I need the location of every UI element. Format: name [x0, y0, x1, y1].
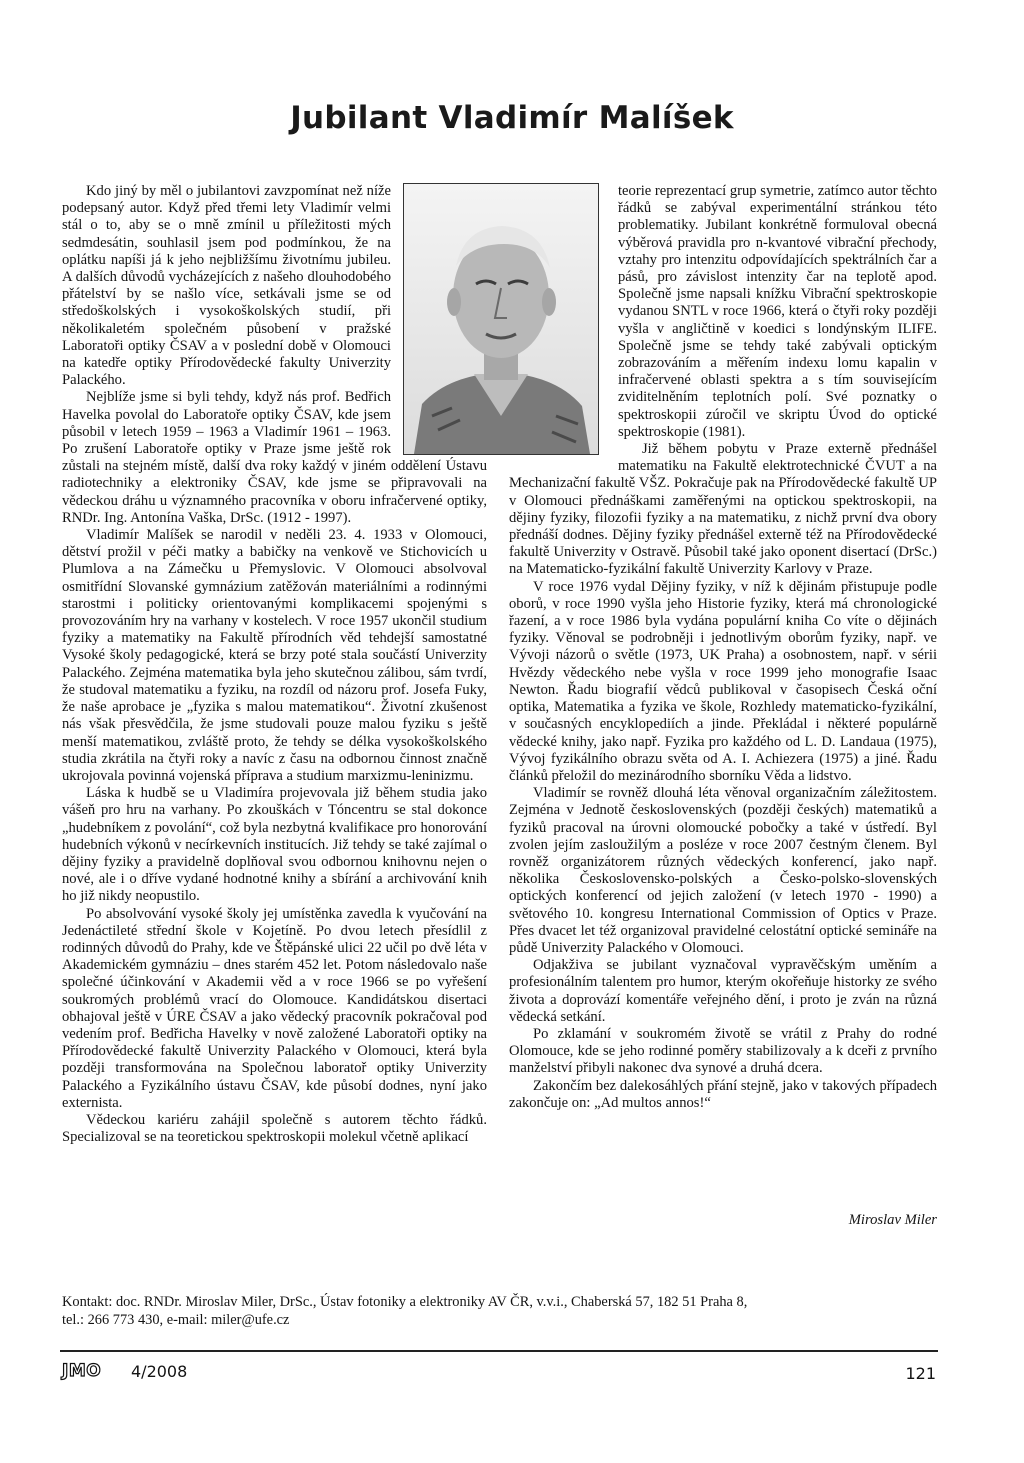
paragraph: Zakončím bez dalekosáhlých přání stejně, jako v takových případech zakončuje on: „Ad multos annos!“ — [509, 1077, 937, 1111]
paragraph: Nejblíže jsme si byli tehdy, když nás prof. Bedřich Havelka povolal do Laboratoře optiky ČSAV, kde jsem působil v letech 1959 – 1963 a Vladimír 1961 – 1963. Po zrušení Laboratoře optiky v Praze jsme ještě rok zůstali na stejném místě, další dva roky každý v jiném oddělení Ústavu radiotechniky a elektroniky ČSAV, kde jsme se připravovali na vědeckou dráhu u významného pracovníka v oboru infračervené optiky, RNDr. Ing. Antonína Vaška, DrSc. (1912 - 1997). — [62, 389, 487, 526]
paragraph: Láska k hudbě se u Vladimíra projevovala již během studia jako vášeň pro hru na varhany. Po zkouškách v Tóncentru se stal dokonce „hudebníkem z povolání“, což byla nezbytná kvalifikace pro honorování hudebních výkonů v necírkevních institucích. Již tehdy se také zajímal o dějiny fyziky a pravidelně doplňoval svou odbornou knihovnu nejen o nové, ale i o dříve vydané hodnotné knihy a sbírání a archivování knih ho již nikdy neopustilo. — [62, 785, 487, 905]
paragraph: Vladimír Malíšek se narodil v neděli 23. 4. 1933 v Olomouci, dětství prožil v péči matky a babičky na venkově ve Stichovicích u Plumlova a na Zámečku u Přemyslovic. V Olomouci absolvoval osmitřídní Slovanské gymnázium zatěžován materiálními a rodinnými starostmi i politicky orientovanými komplikacemi spojenými s provozováním hry na varhany v kostelech. V roce 1957 ukončil studium fyziky a matematiky na Fakultě přírodních věd tehdejší samostatné Vysoké školy pedagogické, která se brzy poté stala součástí Univerzity Palackého. Zejména matematika byla jeho skutečnou zálibou, sám tvrdí, že studoval matematiku a fyziku, na rozdíl od názoru prof. Josefa Fuky, že naše aprobace je „fyzika s malou matematikou“. Životní zkušenost nás však přesvědčila, že jsme studovali pouze malou fyziku s ještě menší matematikou, zvláště proto, že tehdy se délka vysokoškolského studia zkrátila na čtyři roky a navíc z času na odbornou činnost značně ukrojovala povinná vojenská příprava a studium marxizmu-leninizmu. — [62, 527, 487, 784]
page-number: 121 — [905, 1364, 936, 1383]
contact-line: Kontakt: doc. RNDr. Miroslav Miler, DrSc., Ústav fotoniky a elektroniky AV ČR, v.v.i., Chaberská 57, 182 51 Praha 8, — [62, 1294, 748, 1310]
paragraph: teorie reprezentací grup symetrie, zatímco autor těchto řádků se zabýval experimentální stránkou této problematiky. Jubilant konkrétně formuloval obecná výběrová pravidla pro n-kvantové vibrační přechody, vztahy pro intenzitu odpovídajících spektrálních čar a pásů, pro závislost intenzity čar na teplotě apod. Společně jsme napsali knížku Vibrační spektroskopie vydanou SNTL v roce 1966, která o čtyři roky později vyšla v angličtině v koedici s londýnským ILIFE. Společně jsme se tehdy také zabývali optickým zobrazováním a měřením indexu lomu kapalin v infračervené oblasti spektra a s tím souvisejícím zviditelněním teplotních polí. Své poznatky o spektroskopii zúročil ve skriptu Úvod do optické spektroskopie (1981). — [618, 183, 937, 440]
footer-rule — [60, 1350, 938, 1352]
left-column — [62, 183, 487, 1146]
issue-number: 4/2008 — [131, 1362, 188, 1381]
paragraph: Po zklamání v soukromém životě se vrátil z Prahy do rodné Olomouce, kde se jeho rodinné poměry stabilizovaly a k dceři z prvního manželství přibyli nakonec dva synové a druhá dcera. — [509, 1025, 937, 1077]
paragraph: Kdo jiný by měl o jubilantovi zavzpomínat než níže podepsaný autor. Když před třemi lety Vladimír velmi stál o to, aby se o mně zmínil u příležitosti mých sedmdesátin, souhlasil jsem pod podmínkou, že na oplátku napíši já k jeho nejbližšímu životnímu jubileu. A dalších důvodů vycházejících z našeho dlouhodobého přátelství by se našlo více, setkávali jsme se od středoškolských i vysokoškolských studií, při několikaletém společném působení v pražské Laboratoři optiky ČSAV a v poslední době v Olomouci na katedře optiky Přírodovědecké fakulty Univerzity Palackého. — [62, 183, 391, 389]
paragraph: Vědeckou kariéru zahájil společně s autorem těchto řádků. Specializoval se na teoretickou spektroskopii molekul včetně aplikací — [62, 1111, 487, 1146]
paragraph: Vladimír se rovněž dlouhá léta věnoval organizačním záležitostem. Zejména v Jednotě československých (později českých) matematiků a fyziků pracoval na úrovni olomoucké pobočky a také v ústředí. Byl zvolen jejím zasloužilým a posléze v roce 2007 čestným členem. Byl rovněž organizátorem různých vědeckých konferencí, jako např. několika Československo-polských a Česko-polsko-slovenských optických konferencí od jejich založení (v letech 1970 - 1990) a světového 10. kongresu International Commission of Optics v Praze. Přes dvacet let též organizoval pravidelné celostátní optické semináře na půdě Univerzity Palackého v Olomouci. — [509, 785, 937, 956]
paragraph: V roce 1976 vydal Dějiny fyziky, v níž k dějinám přistupuje podle oborů, v roce 1990 vyšla jeho Historie fyziky, která má chronologické řazení, a v roce 1986 byla vydána populární kniha Co víte o dějinách fyziky. Věnoval se podrobněji i jednotlivým oborům fyziky, např. ve Vývoji názorů o světle (1973, UK Praha) a osobnostem, např. v sérii Hvězdy vědeckého nebe vyšla v roce 1999 jeho monografie Isaac Newton. Řadu biografií vědců publikoval v časopisech Česká oční optika, Matematika a fyzika ve škole, Rozhledy matematicko-fyzikální, v současných encyklopediích a jinde. Překládal i některé populárně vědecké knihy, jako např. Fyzika pro každého od L. D. Landaua (1975), Vývoj fyzikálního obrazu světa od A. I. Achiezera (1975) a jiné. Řadu článků přeložil do mezinárodního sborníku Věda a lidstvo. — [509, 578, 937, 784]
paragraph: Již během pobytu v Praze externě přednášel matematiku na Fakultě elektrotechnické ČVUT a na Mechanizační fakultě VŠZ. Pokračuje pak na Přírodovědecké fakultě UP v Olomouci přednáškami zaměřenými na optickou spektroskopii, na dějiny fyziky, filozofii fyziky a na matematiku, z nichž první dva obory přednáší dodnes. Dějiny fyziky přednášel externě též na Přírodovědecké fakultě Univerzity v Ostravě. Působil také jako oponent disertací (DrSc.) na Matematicko-fyzikální fakultě Univerzity Karlovy v Praze. — [509, 441, 937, 578]
contact-info — [62, 1293, 962, 1329]
contact-line: tel.: 266 773 430, e-mail: miler@ufe.cz — [62, 1312, 290, 1328]
right-column — [509, 183, 937, 1112]
article-title: Jubilant Vladimír Malíšek — [290, 100, 734, 136]
paragraph: Odjakživa se jubilant vyznačoval vypravěčským uměním a profesionálním talentem pro humor, kterým okořeňuje historky ze svého života a doprovází komentáře veřejného dění, i proto je zván na různá vědecká setkání. — [509, 957, 937, 1025]
journal-logo: JMO — [62, 1361, 102, 1381]
author-signature: Miroslav Miler — [848, 1212, 937, 1228]
paragraph: Po absolvování vysoké školy jej umístěnka zavedla k vyučování na Jedenáctileté střední škole v Kojetíně. Po dvou letech přesídlil z rodinných důvodů do Prahy, kde ve Štěpánské ulici 22 učil po dvě léta v Akademickém gymnáziu – dnes starém 452 let. Potom následovalo naše společné účinkování v Akademii věd a v roce 1966 se po vyřešení soukromých problémů vrací do Olomouce. Kandidátskou disertaci obhajoval ještě v ÚRE ČSAV a jako vědecký pracovník pokračoval pod vedením prof. Bedřicha Havelky v nově založené Laboratoři optiky na Přírodovědecké fakultě Univerzity Palackého v Olomouci, která byla později transformována na Společnou laboratoř optiky Univerzity Palackého a Fyzikálního ústavu ČSAV, kde působí dodnes, nyní jako externista. — [62, 905, 487, 1111]
